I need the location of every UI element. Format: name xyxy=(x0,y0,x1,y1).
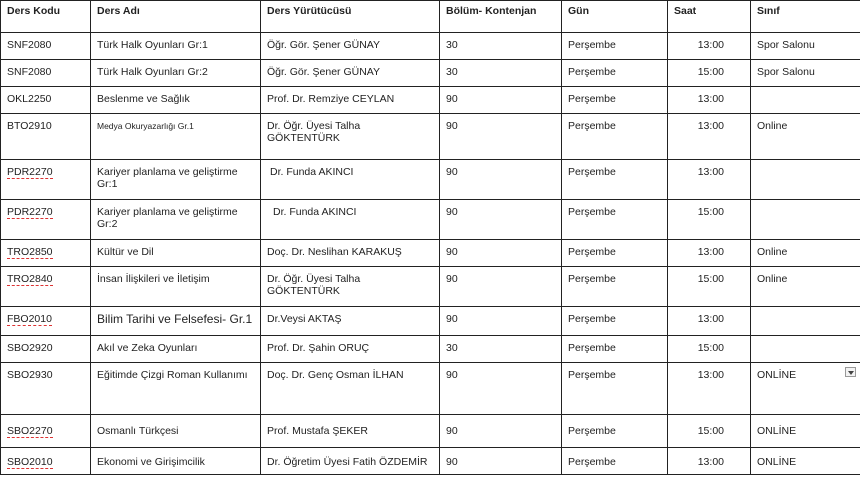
day-text: Perşembe xyxy=(568,120,616,132)
cell-room[interactable] xyxy=(751,114,860,160)
cell-room[interactable] xyxy=(751,160,860,200)
cell-quota[interactable] xyxy=(440,307,562,336)
code-text: TRO2840 xyxy=(7,273,53,285)
cell-code[interactable] xyxy=(1,200,91,240)
room-text: Spor Salonu xyxy=(757,66,815,78)
cell-quota[interactable] xyxy=(440,200,562,240)
day-text: Perşembe xyxy=(568,273,616,285)
cell-name[interactable] xyxy=(91,60,261,87)
code-text: TRO2850 xyxy=(7,246,53,258)
room-text: ONLİNE xyxy=(757,456,797,468)
table-row xyxy=(1,448,860,475)
day-text: Perşembe xyxy=(568,66,616,78)
name-text: Beslenme ve Sağlık xyxy=(97,93,190,105)
quota-text: 90 xyxy=(446,313,458,325)
quota-text: 90 xyxy=(446,93,458,105)
cell-time[interactable] xyxy=(668,87,751,114)
day-text: Perşembe xyxy=(568,342,616,354)
name-text: Kariyer planlama ve geliştirme Gr:2 xyxy=(97,206,238,230)
quota-text: 30 xyxy=(446,39,458,51)
table-row xyxy=(1,87,860,114)
cell-name[interactable] xyxy=(91,87,261,114)
name-text: Akıl ve Zeka Oyunları xyxy=(97,342,198,354)
cell-teacher[interactable] xyxy=(261,114,440,160)
cell-name[interactable] xyxy=(91,448,261,475)
header-room[interactable]: Sınıf xyxy=(751,1,860,33)
cell-day[interactable] xyxy=(562,267,668,307)
cell-name[interactable] xyxy=(91,33,261,60)
teacher-text: Öğr. Gör. Şener GÜNAY xyxy=(267,39,381,51)
cell-teacher[interactable] xyxy=(261,33,440,60)
code-text: SNF2080 xyxy=(7,66,52,78)
cell-quota[interactable] xyxy=(440,363,562,415)
cell-time[interactable] xyxy=(668,240,751,267)
cell-teacher[interactable] xyxy=(261,363,440,415)
cell-time[interactable] xyxy=(668,200,751,240)
cell-name[interactable] xyxy=(91,267,261,307)
day-text: Perşembe xyxy=(568,93,616,105)
cell-room[interactable] xyxy=(751,448,860,475)
time-text: 13:00 xyxy=(697,93,724,105)
teacher-text: Dr. Öğr. Üyesi Talha GÖKTENTÜRK xyxy=(267,273,361,297)
cell-name[interactable] xyxy=(91,160,261,200)
cell-time[interactable] xyxy=(668,336,751,363)
table-row xyxy=(1,200,860,240)
cell-time[interactable] xyxy=(668,415,751,448)
table-row xyxy=(1,363,860,415)
time-text: 15:00 xyxy=(697,273,724,285)
cell-time[interactable] xyxy=(668,448,751,475)
cell-time[interactable] xyxy=(668,307,751,336)
cell-code[interactable] xyxy=(1,87,91,114)
quota-text: 90 xyxy=(446,166,458,178)
cell-code[interactable] xyxy=(1,33,91,60)
cell-code[interactable] xyxy=(1,415,91,448)
cell-room[interactable] xyxy=(751,267,860,307)
cell-room[interactable] xyxy=(751,336,860,363)
cell-time[interactable] xyxy=(668,60,751,87)
name-text: Kariyer planlama ve geliştirme Gr:1 xyxy=(97,166,238,190)
name-text: Kültür ve Dil xyxy=(97,246,154,258)
table-row xyxy=(1,336,860,363)
room-text: Online xyxy=(757,120,788,132)
cell-time[interactable] xyxy=(668,363,751,415)
cell-quota[interactable] xyxy=(440,336,562,363)
cell-day[interactable] xyxy=(562,363,668,415)
cell-teacher[interactable] xyxy=(261,415,440,448)
table-row xyxy=(1,240,860,267)
cell-quota[interactable] xyxy=(440,160,562,200)
cell-room[interactable] xyxy=(751,87,860,114)
teacher-text: Dr. Öğretim Üyesi Fatih ÖZDEMİR xyxy=(267,456,428,468)
teacher-text: Dr.Veysi AKTAŞ xyxy=(267,313,342,325)
header-day[interactable]: Gün xyxy=(562,1,668,33)
cell-room[interactable] xyxy=(751,415,860,448)
code-text: FBO2010 xyxy=(7,313,52,325)
cell-room[interactable] xyxy=(751,363,860,415)
name-text: İnsan İlişkileri ve İletişim xyxy=(97,273,210,285)
time-text: 15:00 xyxy=(697,66,724,78)
code-text: SBO2010 xyxy=(7,456,53,468)
time-text: 15:00 xyxy=(697,342,724,354)
name-text: Medya Okuryazarlığı Gr.1 xyxy=(97,121,194,131)
cell-day[interactable] xyxy=(562,60,668,87)
table-row xyxy=(1,60,860,87)
header-name[interactable]: Ders Adı xyxy=(91,1,261,33)
cell-day[interactable] xyxy=(562,415,668,448)
name-text: Osmanlı Türkçesi xyxy=(97,425,179,437)
header-quota[interactable]: Bölüm- Kontenjan xyxy=(440,1,562,33)
cell-quota[interactable] xyxy=(440,415,562,448)
table-row xyxy=(1,415,860,448)
cell-room[interactable] xyxy=(751,33,860,60)
cell-quota[interactable] xyxy=(440,87,562,114)
cell-quota[interactable] xyxy=(440,267,562,307)
quota-text: 90 xyxy=(446,206,458,218)
quota-text: 90 xyxy=(446,273,458,285)
room-text: ONLİNE xyxy=(757,425,797,437)
time-text: 13:00 xyxy=(697,369,724,381)
cell-quota[interactable] xyxy=(440,114,562,160)
cell-name[interactable] xyxy=(91,415,261,448)
cell-code[interactable] xyxy=(1,160,91,200)
cell-quota[interactable] xyxy=(440,33,562,60)
cell-day[interactable] xyxy=(562,240,668,267)
time-text: 15:00 xyxy=(697,425,724,437)
day-text: Perşembe xyxy=(568,39,616,51)
quota-text: 90 xyxy=(446,120,458,132)
table-row xyxy=(1,33,860,60)
cell-code[interactable] xyxy=(1,114,91,160)
cell-teacher[interactable] xyxy=(261,160,440,200)
cell-teacher[interactable] xyxy=(261,240,440,267)
cell-quota[interactable] xyxy=(440,448,562,475)
table-row xyxy=(1,114,860,160)
day-text: Perşembe xyxy=(568,246,616,258)
name-text: Türk Halk Oyunları Gr:2 xyxy=(97,66,208,78)
cell-name[interactable] xyxy=(91,336,261,363)
teacher-text: Prof. Dr. Şahin ORUÇ xyxy=(267,342,370,354)
cell-room[interactable] xyxy=(751,307,860,336)
table-row xyxy=(1,160,860,200)
day-text: Perşembe xyxy=(568,456,616,468)
cell-name[interactable] xyxy=(91,363,261,415)
time-text: 13:00 xyxy=(697,246,724,258)
code-text: SBO2920 xyxy=(7,342,53,354)
time-text: 13:00 xyxy=(697,39,724,51)
teacher-text: Dr. Funda AKINCI xyxy=(273,206,357,218)
teacher-text: Dr. Funda AKINCI xyxy=(270,166,354,178)
cell-teacher[interactable] xyxy=(261,87,440,114)
cell-time[interactable] xyxy=(668,33,751,60)
cell-teacher[interactable] xyxy=(261,307,440,336)
cell-time[interactable] xyxy=(668,160,751,200)
time-text: 13:00 xyxy=(697,166,724,178)
code-text: SBO2270 xyxy=(7,425,53,437)
cell-name[interactable] xyxy=(91,114,261,160)
quota-text: 90 xyxy=(446,425,458,437)
cell-time[interactable] xyxy=(668,114,751,160)
code-text: SBO2930 xyxy=(7,369,53,381)
cell-teacher[interactable] xyxy=(261,267,440,307)
name-text: Ekonomi ve Girişimcilik xyxy=(97,456,205,468)
teacher-text: Dr. Öğr. Üyesi Talha GÖKTENTÜRK xyxy=(267,120,361,144)
cell-code[interactable] xyxy=(1,267,91,307)
quota-text: 90 xyxy=(446,456,458,468)
table-row xyxy=(1,307,860,336)
cell-day[interactable] xyxy=(562,200,668,240)
quota-text: 90 xyxy=(446,246,458,258)
code-text: SNF2080 xyxy=(7,39,52,51)
cell-code[interactable] xyxy=(1,307,91,336)
cell-teacher[interactable] xyxy=(261,60,440,87)
time-text: 13:00 xyxy=(697,456,724,468)
name-text: Bilim Tarihi ve Felsefesi- Gr.1 xyxy=(97,312,253,326)
cell-room[interactable] xyxy=(751,240,860,267)
day-text: Perşembe xyxy=(568,166,616,178)
room-text: Online xyxy=(757,273,788,285)
teacher-text: Doç. Dr. Neslihan KARAKUŞ xyxy=(267,246,402,258)
cell-name[interactable] xyxy=(91,200,261,240)
cell-name[interactable] xyxy=(91,307,261,336)
room-text: Online xyxy=(757,246,788,258)
cell-day[interactable] xyxy=(562,307,668,336)
teacher-text: Prof. Mustafa ŞEKER xyxy=(267,425,368,437)
room-text: ONLİNE xyxy=(757,369,797,381)
table-row xyxy=(1,267,860,307)
code-text: BTO2910 xyxy=(7,120,52,132)
cell-code[interactable] xyxy=(1,60,91,87)
code-text: PDR2270 xyxy=(7,206,53,218)
dropdown-arrow-icon[interactable] xyxy=(845,367,856,377)
cell-day[interactable] xyxy=(562,448,668,475)
cell-day[interactable] xyxy=(562,87,668,114)
cell-quota[interactable] xyxy=(440,60,562,87)
room-text: Spor Salonu xyxy=(757,39,815,51)
cell-teacher[interactable] xyxy=(261,448,440,475)
cell-time[interactable] xyxy=(668,267,751,307)
time-text: 13:00 xyxy=(697,120,724,132)
teacher-text: Doç. Dr. Genç Osman İLHAN xyxy=(267,369,404,381)
day-text: Perşembe xyxy=(568,206,616,218)
header-teacher[interactable]: Ders Yürütücüsü xyxy=(261,1,440,33)
cell-quota[interactable] xyxy=(440,240,562,267)
header-time[interactable]: Saat xyxy=(668,1,751,33)
teacher-text: Prof. Dr. Remziye CEYLAN xyxy=(267,93,395,105)
day-text: Perşembe xyxy=(568,425,616,437)
name-text: Türk Halk Oyunları Gr:1 xyxy=(97,39,208,51)
quota-text: 30 xyxy=(446,66,458,78)
cell-day[interactable] xyxy=(562,336,668,363)
cell-room[interactable] xyxy=(751,200,860,240)
cell-name[interactable] xyxy=(91,240,261,267)
cell-code[interactable] xyxy=(1,336,91,363)
cell-teacher[interactable] xyxy=(261,336,440,363)
quota-text: 30 xyxy=(446,342,458,354)
time-text: 13:00 xyxy=(697,313,724,325)
header-row xyxy=(1,1,860,33)
code-text: OKL2250 xyxy=(7,93,52,105)
header-code[interactable]: Ders Kodu xyxy=(1,1,91,33)
cell-room[interactable] xyxy=(751,60,860,87)
name-text: Eğitimde Çizgi Roman Kullanımı xyxy=(97,369,248,381)
cell-code[interactable] xyxy=(1,448,91,475)
teacher-text: Öğr. Gör. Şener GÜNAY xyxy=(267,66,381,78)
cell-day[interactable] xyxy=(562,33,668,60)
day-text: Perşembe xyxy=(568,369,616,381)
cell-code[interactable] xyxy=(1,363,91,415)
cell-day[interactable] xyxy=(562,114,668,160)
code-text: PDR2270 xyxy=(7,166,53,178)
time-text: 15:00 xyxy=(697,206,724,218)
cell-teacher[interactable] xyxy=(261,200,440,240)
cell-code[interactable] xyxy=(1,240,91,267)
cell-day[interactable] xyxy=(562,160,668,200)
day-text: Perşembe xyxy=(568,313,616,325)
quota-text: 90 xyxy=(446,369,458,381)
